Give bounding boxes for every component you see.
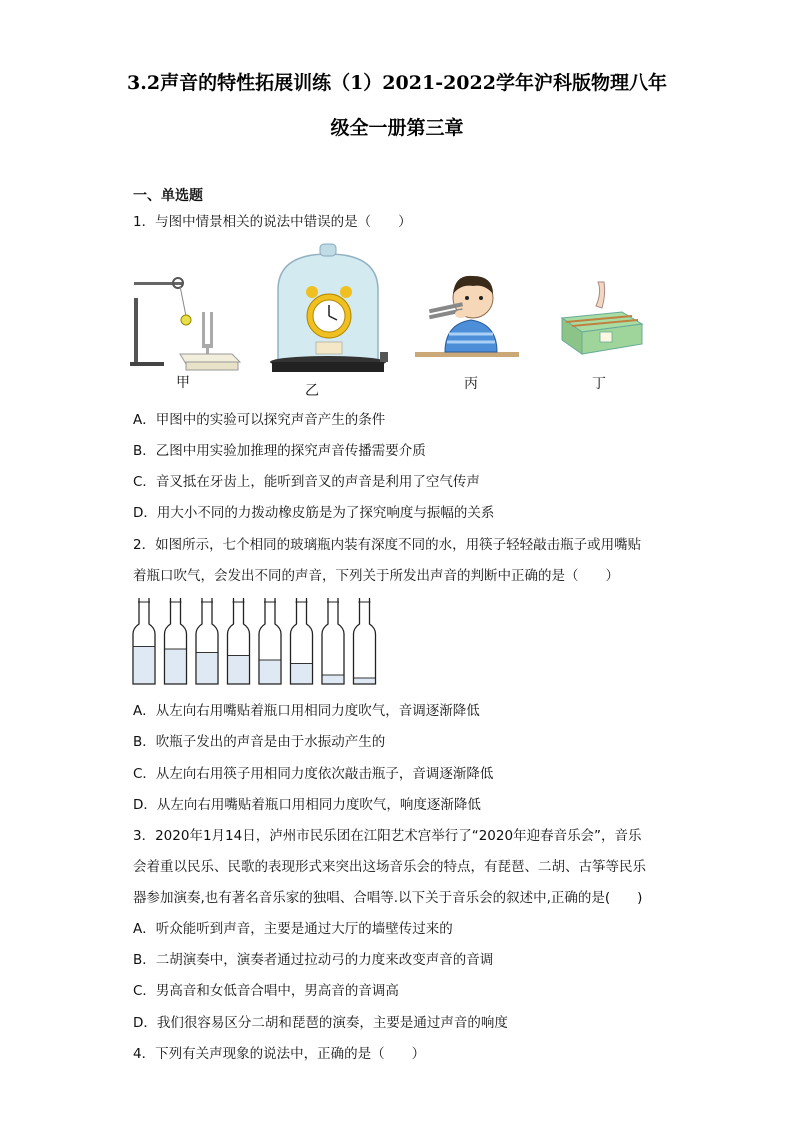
q3-option-a[interactable]: A．听众能听到声音，主要是通过大厅的墙壁传过来的 xyxy=(133,921,453,937)
bottle-water-4 xyxy=(229,656,249,685)
bottle-water-1 xyxy=(134,647,154,685)
bottle-water-2 xyxy=(166,649,186,684)
figure-glass-bottles xyxy=(130,596,386,688)
figure-yi-bell-jar-alarm-clock xyxy=(268,242,388,378)
question-4-stem: 4．下列有关声现象的说法中，正确的是（ ） xyxy=(133,1046,426,1062)
question-3-stem-line-2: 会着重以民乐、民歌的表现形式来突出这场音乐会的特点，有琵琶、二胡、古筝等民乐 xyxy=(133,859,646,875)
question-3-stem-line-1: 3．2020年1月14日，泸州市民乐团在江阳艺术宫举行了“2020年迎春音乐会”，音乐 xyxy=(133,828,642,844)
q1-option-b[interactable]: B．乙图中用实验加推理的探究声音传播需要介质 xyxy=(133,443,426,459)
figure-ding-rubber-band-box xyxy=(562,282,644,362)
figure-label-jia: 甲 xyxy=(176,375,190,391)
question-1-stem: 1．与图中情景相关的说法中错误的是（ ） xyxy=(133,214,412,230)
bottle-2 xyxy=(165,598,187,684)
q1-option-c[interactable]: C．音叉抵在牙齿上，能听到音叉的声音是利用了空气传声 xyxy=(133,474,480,490)
q3-option-b[interactable]: B．二胡演奏中，演奏者通过拉动弓的力度来改变声音的音调 xyxy=(133,952,494,968)
question-3-stem-line-3: 器参加演奏,也有著名音乐家的独唱、合唱等.以下关于音乐会的叙述中,正确的是( ) xyxy=(133,890,643,906)
bottle-water-6 xyxy=(292,664,312,685)
q2-option-c[interactable]: C．从左向右用筷子用相同力度依次敲击瓶子，音调逐渐降低 xyxy=(133,766,494,782)
section-heading: 一、单选题 xyxy=(133,188,203,204)
q2-option-b[interactable]: B．吹瓶子发出的声音是由于水振动产生的 xyxy=(133,734,386,750)
bottle-7 xyxy=(322,598,344,684)
figure-label-yi: 乙 xyxy=(305,383,319,399)
figure-label-bing: 丙 xyxy=(464,376,478,392)
q3-option-d[interactable]: D．我们很容易区分二胡和琵琶的演奏，主要是通过声音的响度 xyxy=(133,1015,508,1031)
q2-option-d[interactable]: D．从左向右用嘴贴着瓶口用相同力度吹气，响度逐渐降低 xyxy=(133,797,481,813)
bottle-1 xyxy=(133,598,155,684)
q1-option-a[interactable]: A．甲图中的实验可以探究声音产生的条件 xyxy=(133,412,386,428)
bottle-water-7 xyxy=(323,675,343,684)
document-title-line-1: 3.2声音的特性拓展训练（1）2021-2022学年沪科版物理八年 xyxy=(127,72,667,94)
q1-option-d[interactable]: D．用大小不同的力拨动橡皮筋是为了探究响度与振幅的关系 xyxy=(133,505,495,521)
bottle-4 xyxy=(228,598,250,684)
document-title-line-2: 级全一册第三章 xyxy=(330,117,464,139)
figure-jia-tuning-fork-pendulum xyxy=(130,268,240,378)
bottle-8 xyxy=(354,598,376,684)
figure-label-ding: 丁 xyxy=(592,376,606,392)
q2-option-a[interactable]: A．从左向右用嘴贴着瓶口用相同力度吹气，音调逐渐降低 xyxy=(133,703,480,719)
bottle-water-8 xyxy=(355,678,375,684)
bottle-5 xyxy=(259,598,281,684)
bottle-3 xyxy=(196,598,218,684)
bottle-water-3 xyxy=(197,653,217,685)
question-2-stem-line-1: 2．如图所示，七个相同的玻璃瓶内装有深度不同的水，用筷子轻轻敲击瓶子或用嘴贴 xyxy=(133,537,642,553)
bottle-water-5 xyxy=(260,660,280,684)
q3-option-c[interactable]: C．男高音和女低音合唱中，男高音的音调高 xyxy=(133,983,399,999)
bottle-6 xyxy=(291,598,313,684)
question-2-stem-line-2: 着瓶口吹气，会发出不同的声音，下列关于所发出声音的判断中正确的是（ ） xyxy=(133,568,619,584)
figure-bing-boy-with-tuning-fork xyxy=(415,268,519,360)
